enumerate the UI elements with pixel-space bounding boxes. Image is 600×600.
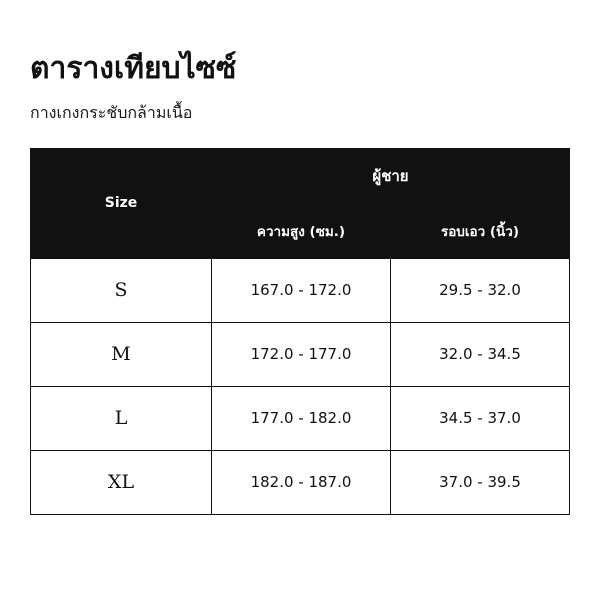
page-subtitle: กางเกงกระชับกล้ามเนื้อ [30, 102, 193, 122]
cell-size: L [31, 386, 212, 450]
cell-size: M [31, 322, 212, 386]
cell-waist: 34.5 - 37.0 [391, 386, 570, 450]
cell-size: XL [31, 450, 212, 514]
header-waist: รอบเอว (นิ้ว) [391, 203, 570, 258]
cell-waist: 29.5 - 32.0 [391, 258, 570, 322]
table-row [31, 386, 570, 450]
cell-size: S [31, 258, 212, 322]
cell-height: 182.0 - 187.0 [212, 450, 391, 514]
header-height: ความสูง (ซม.) [212, 203, 391, 258]
table-header-row-top [31, 148, 570, 203]
cell-height: 167.0 - 172.0 [212, 258, 391, 322]
header-size: Size [31, 148, 212, 258]
header-group-men: ผู้ชาย [212, 148, 570, 203]
table-row [31, 258, 570, 322]
cell-height: 177.0 - 182.0 [212, 386, 391, 450]
cell-waist: 32.0 - 34.5 [391, 322, 570, 386]
cell-height: 172.0 - 177.0 [212, 322, 391, 386]
table-row [31, 450, 570, 514]
size-comparison-table [30, 148, 570, 515]
table-row [31, 322, 570, 386]
cell-waist: 37.0 - 39.5 [391, 450, 570, 514]
page-title: ตารางเทียบไซซ์ [30, 51, 237, 86]
